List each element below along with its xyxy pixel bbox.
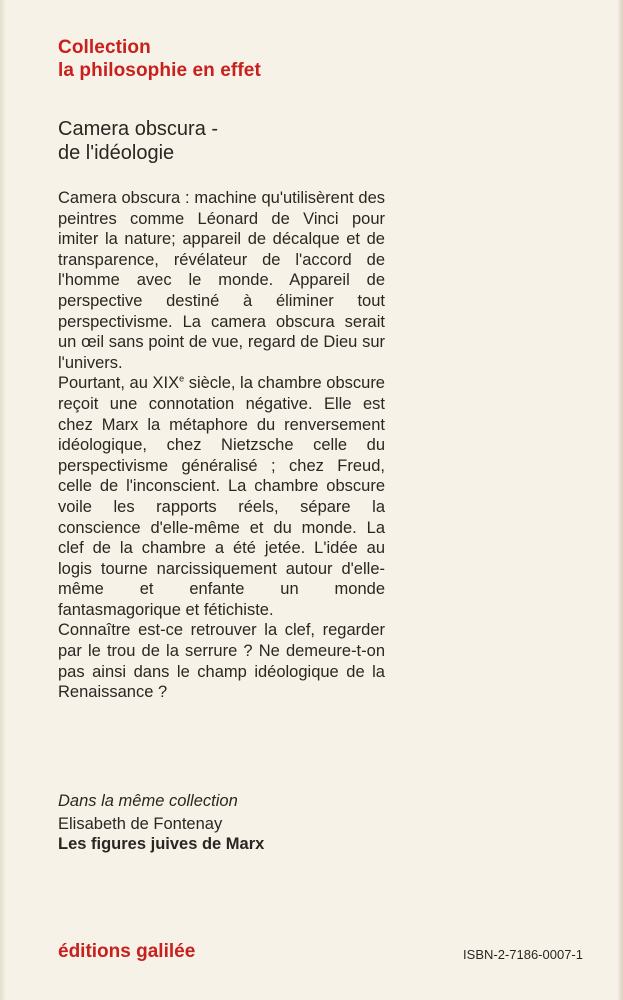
collection-heading (58, 36, 261, 82)
book-title (58, 117, 218, 165)
blurb-text (58, 188, 385, 703)
collection-label: Collection (58, 37, 151, 58)
publisher-name: éditions galilée (58, 941, 196, 962)
blurb-paragraph-2 (58, 373, 385, 620)
blurb-p2-rest: siècle, la chambre obscure reçoit une connotation négative. Elle est chez Marx la métaphore du renversement idéologique, chez Nietzsche celle du perspectivisme généralisé ; chez Freud, celle de l'inconscient. La chambre obscure voile les rapports réels, sépare la conscience d'elle-même et du monde. La clef de la chambre a été jetée. L'idée au logis tourne narcissiquement autour d'elle-même et enfante un monde fantasmagorique et fétichiste. (58, 374, 385, 619)
cover-edge-right (617, 0, 623, 1000)
blurb-p2-start: Pourtant, au XIX (58, 374, 180, 393)
related-author: Elisabeth de Fontenay (58, 815, 223, 833)
related-title: Les figures juives de Marx (58, 835, 265, 853)
blurb-paragraph-3: Connaître est-ce retrouver la clef, regarder par le trou de la serrure ? Ne demeure-t-on pas ainsi dans le champ idéologique de la Renaissance ? (58, 621, 385, 702)
same-collection-label: Dans la même collection (58, 792, 238, 810)
cover-edge-left (0, 0, 6, 1000)
book-title-line2: de l'idéologie (58, 142, 175, 164)
collection-name: la philosophie en effet (58, 60, 261, 81)
book-title-line1: Camera obscura - (58, 118, 219, 140)
blurb-paragraph-1: Camera obscura : machine qu'utilisèrent des peintres comme Léonard de Vinci pour imiter la nature; appareil de décalque et de transparence, révélateur de l'accord de l'homme avec le monde. Appareil de perspective destiné à éliminer tout perspectivisme. La camera obscura serait un œil sans point de vue, regard de Dieu sur l'univers. (58, 189, 385, 372)
century-superscript: e (179, 373, 185, 384)
isbn-number: ISBN-2-7186-0007-1 (463, 947, 583, 962)
